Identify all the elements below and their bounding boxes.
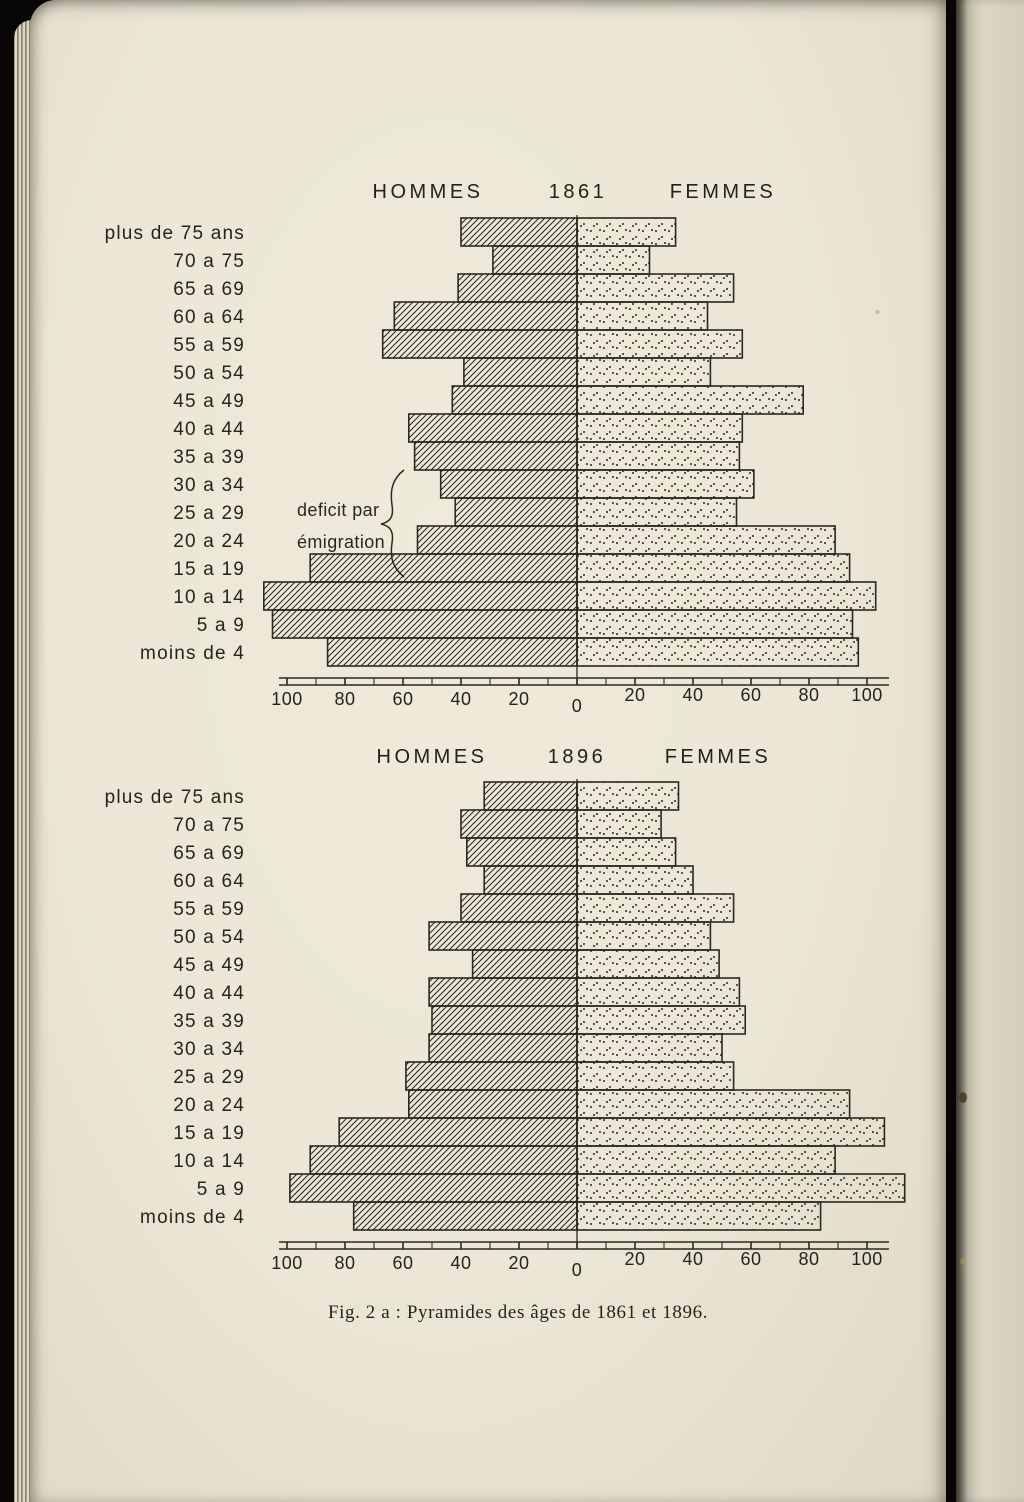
pyramid-bar-hommes-14	[290, 1174, 577, 1202]
age-group-label: 25 a 29	[173, 503, 245, 524]
age-pyramid-chart-1896	[30, 739, 946, 1285]
axis-tick-label: 80	[334, 1253, 356, 1273]
pyramid-bar-hommes-2	[458, 274, 577, 302]
pyramid-bar-femmes-5	[577, 922, 710, 950]
annotation-deficit-emigration	[297, 494, 427, 558]
pyramid-bar-hommes-12	[310, 554, 577, 582]
axis-tick-label: 80	[334, 689, 356, 709]
annotation-line-2: émigration	[297, 532, 386, 552]
age-group-label: 40 a 44	[173, 419, 245, 440]
age-group-label: 20 a 24	[173, 1095, 245, 1116]
pyramid-bar-femmes-2	[577, 838, 676, 866]
axis-tick-label: 80	[798, 685, 820, 705]
age-group-label: 30 a 34	[173, 475, 245, 496]
next-page-edge	[956, 0, 1024, 1502]
paper-speck	[960, 1258, 966, 1265]
pyramid-bar-femmes-10	[577, 1062, 734, 1090]
axis-tick-label: 100	[271, 689, 303, 709]
axis-tick-label: 0	[571, 696, 583, 716]
pyramid-bar-hommes-7	[429, 978, 577, 1006]
pyramid-1861-title-femmes: FEMMES	[669, 181, 777, 203]
age-group-label: 50 a 54	[173, 363, 245, 384]
age-group-label: 5 a 9	[196, 1179, 245, 1200]
pyramid-bar-femmes-6	[577, 386, 803, 414]
book-page	[30, 0, 946, 1502]
pyramid-bar-femmes-11	[577, 1090, 850, 1118]
pyramid-1861-title-hommes: HOMMES	[372, 181, 484, 203]
age-group-label: 45 a 49	[173, 955, 245, 976]
pyramid-bar-hommes-0	[484, 782, 577, 810]
pyramid-bar-hommes-9	[441, 470, 577, 498]
pyramid-bar-femmes-1	[577, 810, 661, 838]
pyramid-bar-hommes-3	[484, 866, 577, 894]
pyramid-bar-hommes-10	[406, 1062, 577, 1090]
pyramid-1896-title-year: 1896	[547, 746, 607, 768]
pyramid-bar-femmes-2	[577, 274, 734, 302]
pyramid-bar-femmes-10	[577, 498, 737, 526]
pyramid-1896-title-femmes: FEMMES	[664, 746, 772, 768]
age-group-label: 60 a 64	[173, 307, 245, 328]
pyramid-bar-hommes-6	[452, 386, 577, 414]
pyramid-bar-hommes-12	[339, 1118, 577, 1146]
pyramid-bar-femmes-15	[577, 1202, 821, 1230]
axis-tick-label: 40	[450, 1253, 472, 1273]
age-group-label: 35 a 39	[173, 447, 245, 468]
pyramid-bar-hommes-5	[429, 922, 577, 950]
pyramid-bar-hommes-7	[409, 414, 577, 442]
pyramid-1861-title-year: 1861	[548, 181, 608, 203]
pyramid-bar-hommes-11	[409, 1090, 577, 1118]
pyramid-bar-hommes-15	[354, 1202, 577, 1230]
axis-tick-label: 40	[682, 1249, 704, 1269]
pyramid-1896-title-hommes: HOMMES	[376, 746, 488, 768]
pyramid-bar-femmes-7	[577, 978, 739, 1006]
pyramid-bar-hommes-0	[461, 218, 577, 246]
axis-tick-label: 60	[740, 1249, 762, 1269]
age-group-label: 40 a 44	[173, 983, 245, 1004]
axis-tick-label: 60	[740, 685, 762, 705]
age-group-label: 10 a 14	[173, 1151, 245, 1172]
age-group-label: 30 a 34	[173, 1039, 245, 1060]
pyramid-bar-hommes-4	[461, 894, 577, 922]
axis-tick-label: 60	[392, 689, 414, 709]
pyramid-bar-femmes-0	[577, 218, 676, 246]
pyramid-bar-hommes-5	[464, 358, 577, 386]
pyramid-bar-femmes-8	[577, 1006, 745, 1034]
pyramid-bar-femmes-7	[577, 414, 742, 442]
age-group-label: 20 a 24	[173, 531, 245, 552]
pyramid-bar-hommes-8	[432, 1006, 577, 1034]
axis-tick-label: 40	[450, 689, 472, 709]
pyramid-bar-femmes-4	[577, 330, 742, 358]
pyramid-bar-femmes-0	[577, 782, 679, 810]
pyramid-bar-hommes-13	[310, 1146, 577, 1174]
age-group-label: 60 a 64	[173, 871, 245, 892]
age-pyramid-chart-1861	[30, 175, 946, 721]
age-group-label: 65 a 69	[173, 843, 245, 864]
age-group-label: 10 a 14	[173, 587, 245, 608]
pyramid-bar-femmes-13	[577, 1146, 835, 1174]
pyramid-bar-femmes-9	[577, 1034, 722, 1062]
pyramid-bar-femmes-15	[577, 638, 858, 666]
pyramid-bar-femmes-3	[577, 302, 708, 330]
age-group-label: 5 a 9	[196, 615, 245, 636]
axis-tick-label: 20	[624, 1249, 646, 1269]
axis-tick-label: 100	[851, 1249, 883, 1269]
pyramid-bar-hommes-8	[415, 442, 577, 470]
age-group-label: 25 a 29	[173, 1067, 245, 1088]
age-group-label: 70 a 75	[173, 251, 245, 272]
annotation-line-1: deficit par	[297, 500, 380, 520]
pyramid-bar-femmes-12	[577, 554, 850, 582]
pyramid-bar-femmes-14	[577, 610, 853, 638]
age-group-label: 45 a 49	[173, 391, 245, 412]
pyramid-bar-femmes-1	[577, 246, 650, 274]
pyramid-bar-hommes-6	[473, 950, 577, 978]
age-group-label: moins de 4	[140, 1207, 245, 1228]
age-group-label: 50 a 54	[173, 927, 245, 948]
pyramid-bar-femmes-5	[577, 358, 710, 386]
pyramid-bar-femmes-6	[577, 950, 719, 978]
age-group-label: 35 a 39	[173, 1011, 245, 1032]
pyramid-bar-femmes-11	[577, 526, 835, 554]
figure-caption: Fig. 2 a : Pyramides des âges de 1861 et 1896.	[327, 1302, 709, 1323]
age-group-label: 55 a 59	[173, 335, 245, 356]
pyramid-bar-femmes-14	[577, 1174, 905, 1202]
pyramid-bar-hommes-14	[273, 610, 578, 638]
axis-tick-label: 60	[392, 1253, 414, 1273]
pyramid-bar-hommes-15	[328, 638, 577, 666]
pyramid-bar-hommes-3	[394, 302, 577, 330]
pyramid-bar-femmes-4	[577, 894, 734, 922]
pyramid-bar-hommes-1	[493, 246, 577, 274]
age-group-label: 70 a 75	[173, 815, 245, 836]
axis-tick-label: 100	[271, 1253, 303, 1273]
axis-tick-label: 100	[851, 685, 883, 705]
paper-speck	[959, 1092, 967, 1103]
pyramid-bar-hommes-2	[467, 838, 577, 866]
pyramid-bar-hommes-10	[455, 498, 577, 526]
age-group-label: moins de 4	[140, 643, 245, 664]
axis-tick-label: 20	[624, 685, 646, 705]
pyramid-bar-femmes-9	[577, 470, 754, 498]
pyramid-bar-hommes-11	[418, 526, 578, 554]
age-group-label: 15 a 19	[173, 1123, 245, 1144]
pyramid-bar-femmes-3	[577, 866, 693, 894]
pyramid-bar-hommes-9	[429, 1034, 577, 1062]
age-group-label: 65 a 69	[173, 279, 245, 300]
axis-tick-label: 40	[682, 685, 704, 705]
pyramid-bar-femmes-12	[577, 1118, 884, 1146]
pyramid-bar-femmes-8	[577, 442, 739, 470]
axis-tick-label: 0	[571, 1260, 583, 1280]
axis-tick-label: 20	[508, 689, 530, 709]
pyramid-bar-hommes-4	[383, 330, 577, 358]
paper-speck	[875, 310, 880, 314]
age-group-label: plus de 75 ans	[104, 787, 245, 808]
pyramid-bar-femmes-13	[577, 582, 876, 610]
pyramid-bar-hommes-13	[264, 582, 577, 610]
age-group-label: 15 a 19	[173, 559, 245, 580]
axis-tick-label: 20	[508, 1253, 530, 1273]
pyramid-bar-hommes-1	[461, 810, 577, 838]
axis-tick-label: 80	[798, 1249, 820, 1269]
age-group-label: plus de 75 ans	[104, 223, 245, 244]
age-group-label: 55 a 59	[173, 899, 245, 920]
